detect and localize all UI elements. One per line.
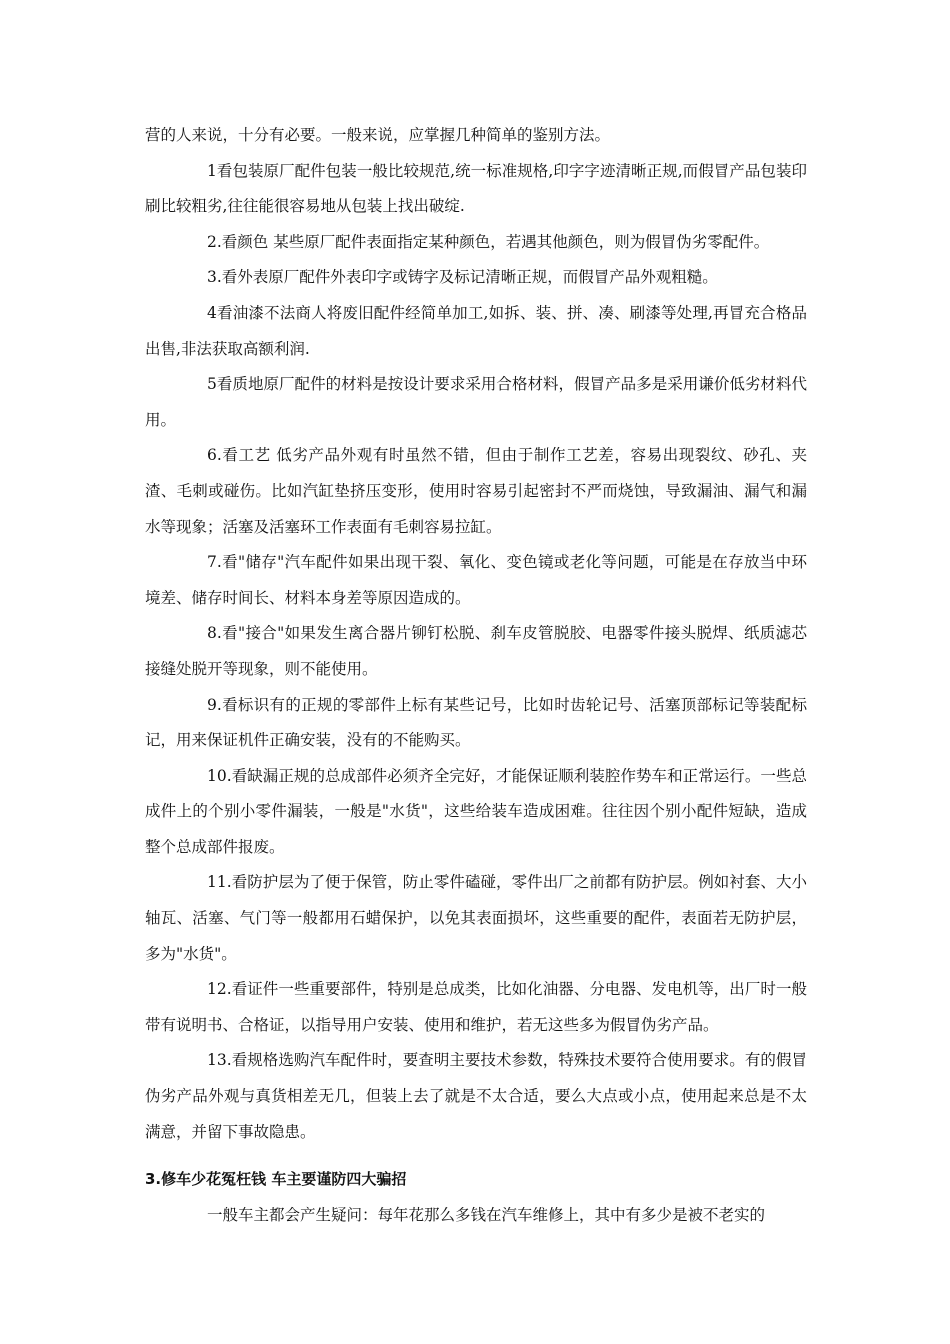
paragraph-color: 2.看颜色 某些原厂配件表面指定某种颜色，若遇其他颜色，则为假冒伪劣零配件。 xyxy=(207,232,770,251)
paragraph-markings: 9.看标识有的正规的零部件上标有某些记号，比如时齿轮记号、活塞顶部标记等装配标记，用来保证机件正确安装，没有的不能购买。 xyxy=(145,695,807,750)
paragraph-protective-layer: 11.看防护层为了便于保管，防止零件磕碰，零件出厂之前都有防护层。例如衬套、大小轴瓦、活塞、气门等一般都用石蜡保护，以免其表面损坏，这些重要的配件，表面若无防护层，多为"水货"。 xyxy=(145,873,807,963)
section-heading: 3.修车少花冤枉钱 车主要谨防四大骗招 xyxy=(145,1170,407,1189)
paragraph-material: 5看质地原厂配件的材料是按设计要求采用合格材料，假冒产品多是采用谦价低劣材料代用。 xyxy=(145,375,807,429)
paragraph-missing-parts: 10.看缺漏正规的总成部件必须齐全完好，才能保证顺利装腔作势车和正常运行。一些总成件上的个别小零件漏装，一般是"水货"，这些给装车造成困难。往往因个别小配件短缺，造成整个总成部件报废。 xyxy=(145,766,807,856)
paragraph-certificates: 12.看证件一些重要部件，特别是总成类，比如化油器、分电器、发电机等，出厂时一般带有说明书、合格证，以指导用户安装、使用和维护，若无这些多为假冒伪劣产品。 xyxy=(145,980,807,1034)
paragraph-craftsmanship: 6.看工艺 低劣产品外观有时虽然不错，但由于制作工艺差，容易出现裂纹、砂孔、夹渣、毛刺或碰伤。比如汽缸垫挤压变形，使用时容易引起密封不严而烧蚀，导致漏油、漏气和漏水等现象；活塞及活塞环工作表面有毛刺容易拉缸。 xyxy=(145,446,807,536)
paragraph-paint: 4看油漆不法商人将废旧配件经简单加工,如拆、装、拼、凑、刷漆等处理,再冒充合格品出售,非法获取高额利润. xyxy=(145,303,807,358)
paragraph-continuation: 营的人来说，十分有必要。一般来说，应掌握几种简单的鉴别方法。 xyxy=(145,126,611,144)
paragraph-specifications: 13.看规格选购汽车配件时，要查明主要技术参数，特殊技术要符合使用要求。有的假冒伪劣产品外观与真货相差无几，但装上去了就是不太合适，要么大点或小点，使用起来总是不太满意，并留下事故隐患。 xyxy=(145,1051,807,1141)
paragraph-appearance: 3.看外表原厂配件外表印字或铸字及标记清晰正规，而假冒产品外观粗糙。 xyxy=(207,268,718,287)
paragraph-storage: 7.看"储存"汽车配件如果出现干裂、氧化、变色镜或老化等问题，可能是在存放当中环境差、储存时间长、材料本身差等原因造成的。 xyxy=(145,553,807,607)
paragraph-closing: 一般车主都会产生疑问：每年花那么多钱在汽车维修上，其中有多少是被不老实的 xyxy=(207,1205,766,1224)
document-page xyxy=(145,118,807,1233)
paragraph-packaging: 1看包装原厂配件包装一般比较规范,统一标准规格,印字字迹清晰正规,而假冒产品包装印刷比较粗劣,往往能很容易地从包装上找出破绽. xyxy=(145,161,807,216)
paragraph-joints: 8.看"接合"如果发生离合器片铆钉松脱、刹车皮管脱胶、电器零件接头脱焊、纸质滤芯接缝处脱开等现象，则不能使用。 xyxy=(145,624,807,678)
